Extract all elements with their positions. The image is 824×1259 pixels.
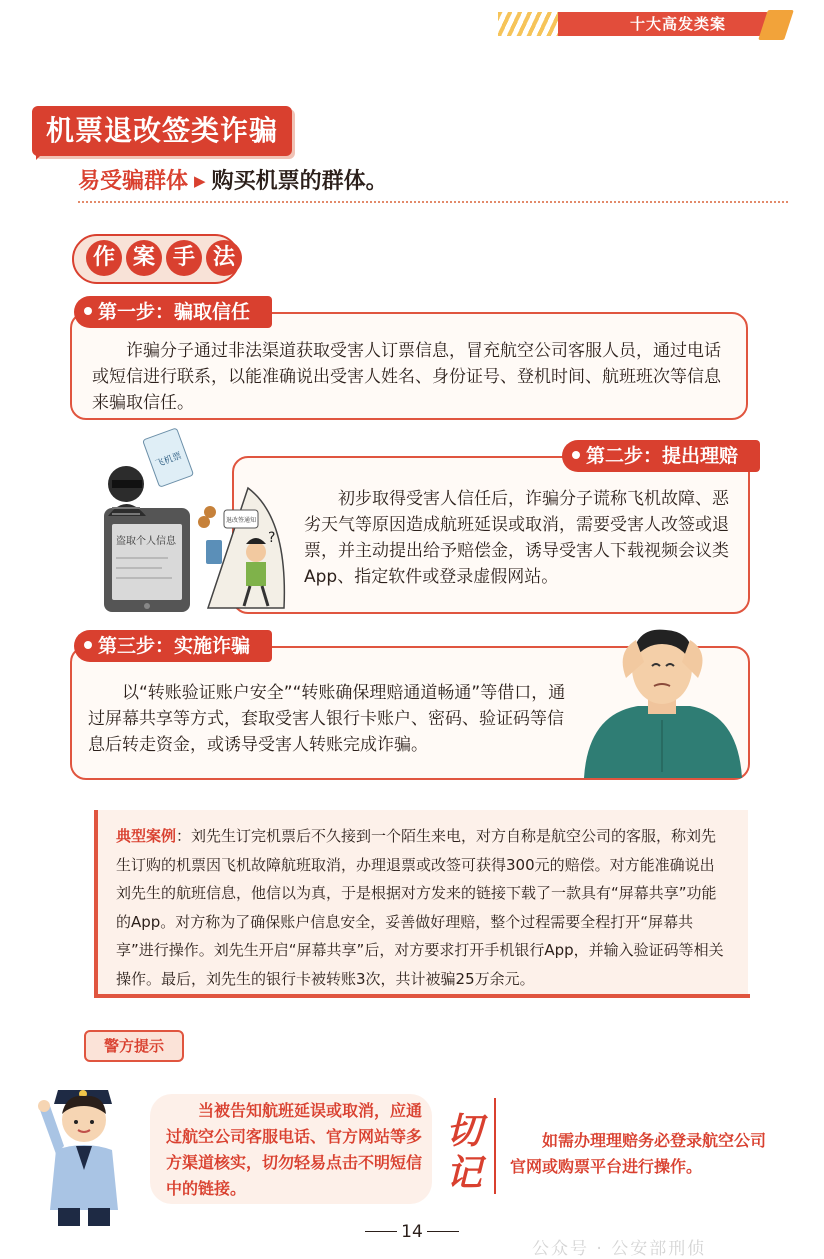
dotted-divider	[78, 201, 788, 203]
step-2-label: 第二步：提出理赔	[586, 445, 739, 467]
case-underline	[94, 994, 750, 998]
case-body: ：刘先生订完机票后不久接到一个陌生来电，对方自称是航空公司的客服，称刘先生订购的机票因飞机故障航班取消，办理退票或改签可获得300元的赔偿。对方能准确说出刘先生的航班信息，他信以为真，于是根据对方发来的链接下载了一款具有“屏幕共享”功能的App。对方称为了确保账户信息安全，妥善做好理赔，整个过程需要全程打开“屏幕共享”进行操作。刘先生开启“屏幕共享”后，对方要求打开手机银行App，并输入验证码等相关操作。最后，刘先生的银行卡被转账3次，共计被骗25万余元。	[116, 827, 724, 988]
step-3-tag	[74, 630, 272, 662]
remember-divider	[494, 1098, 496, 1194]
police-tip-tag: 警方提示	[84, 1030, 184, 1062]
notice-text: 退改签通知	[226, 517, 257, 524]
step-1-tag	[74, 296, 272, 328]
step-1-text: 诈骗分子通过非法渠道获取受害人订票信息，冒充航空公司客服人员，通过电话或短信进行联系，以能准确说出受害人姓名、身份证号、登机时间、航班班次等信息来骗取信任。	[92, 341, 721, 413]
ticket-text: 飞机票	[154, 451, 184, 470]
police-tip-text: 当被告知航班延误或取消，应通过航空公司客服电话、官方网站等多方渠道核实，切勿轻易点击不明短信中的链接。	[166, 1101, 423, 1198]
play-arrow-icon: ▶	[194, 172, 206, 190]
step-3-label: 第三步：实施诈骗	[98, 635, 251, 657]
remember-text: 如需办理理赔务必登录航空公司官网或购票平台进行操作。	[510, 1131, 767, 1176]
case-label: 典型案例	[116, 827, 177, 845]
header-banner	[498, 8, 793, 38]
police-officer-illustration	[36, 1070, 146, 1230]
page-title: 机票退改签类诈骗	[32, 106, 292, 156]
step-3-text: 以“转账验证账户安全”“转账确保理赔通道畅通”等借口，通过屏幕共享等方式，套取受害人银行卡账户、密码、验证码等信息后转走资金，或诱导受害人转账完成诈骗。	[88, 683, 566, 755]
remember-heading: 切记	[446, 1110, 483, 1194]
vulnerable-group	[78, 166, 388, 197]
page-number-value: 14	[401, 1222, 423, 1242]
title-tail	[36, 150, 46, 160]
method-char: 作	[86, 240, 122, 276]
thief-illustration	[98, 428, 296, 614]
method-char: 法	[206, 240, 242, 276]
vulnerable-group-value: 购买机票的群体。	[211, 169, 388, 194]
method-heading	[72, 234, 240, 284]
watermark: 公众号 · 公安部刑侦	[532, 1239, 707, 1259]
case-text	[116, 822, 728, 993]
step-1-label: 第一步：骗取信任	[98, 301, 251, 323]
banner-label: 十大高发类案	[558, 12, 770, 36]
vulnerable-group-label: 易受骗群体	[78, 169, 189, 194]
step-2-text: 初步取得受害人信任后，诈骗分子谎称飞机故障、恶劣天气等原因造成航班延误或取消，需要受害人改签或退票，并主动提出给予赔偿金，诱导受害人下载视频会议类 App、指定软件或登录虚假网站。	[304, 489, 729, 587]
method-char: 手	[166, 240, 202, 276]
phone-screen-title: 盗取个人信息	[116, 536, 176, 547]
svg-text:?: ?	[268, 530, 276, 546]
worried-man-illustration	[578, 622, 748, 778]
step-2-tag	[562, 440, 760, 472]
method-char: 案	[126, 240, 162, 276]
